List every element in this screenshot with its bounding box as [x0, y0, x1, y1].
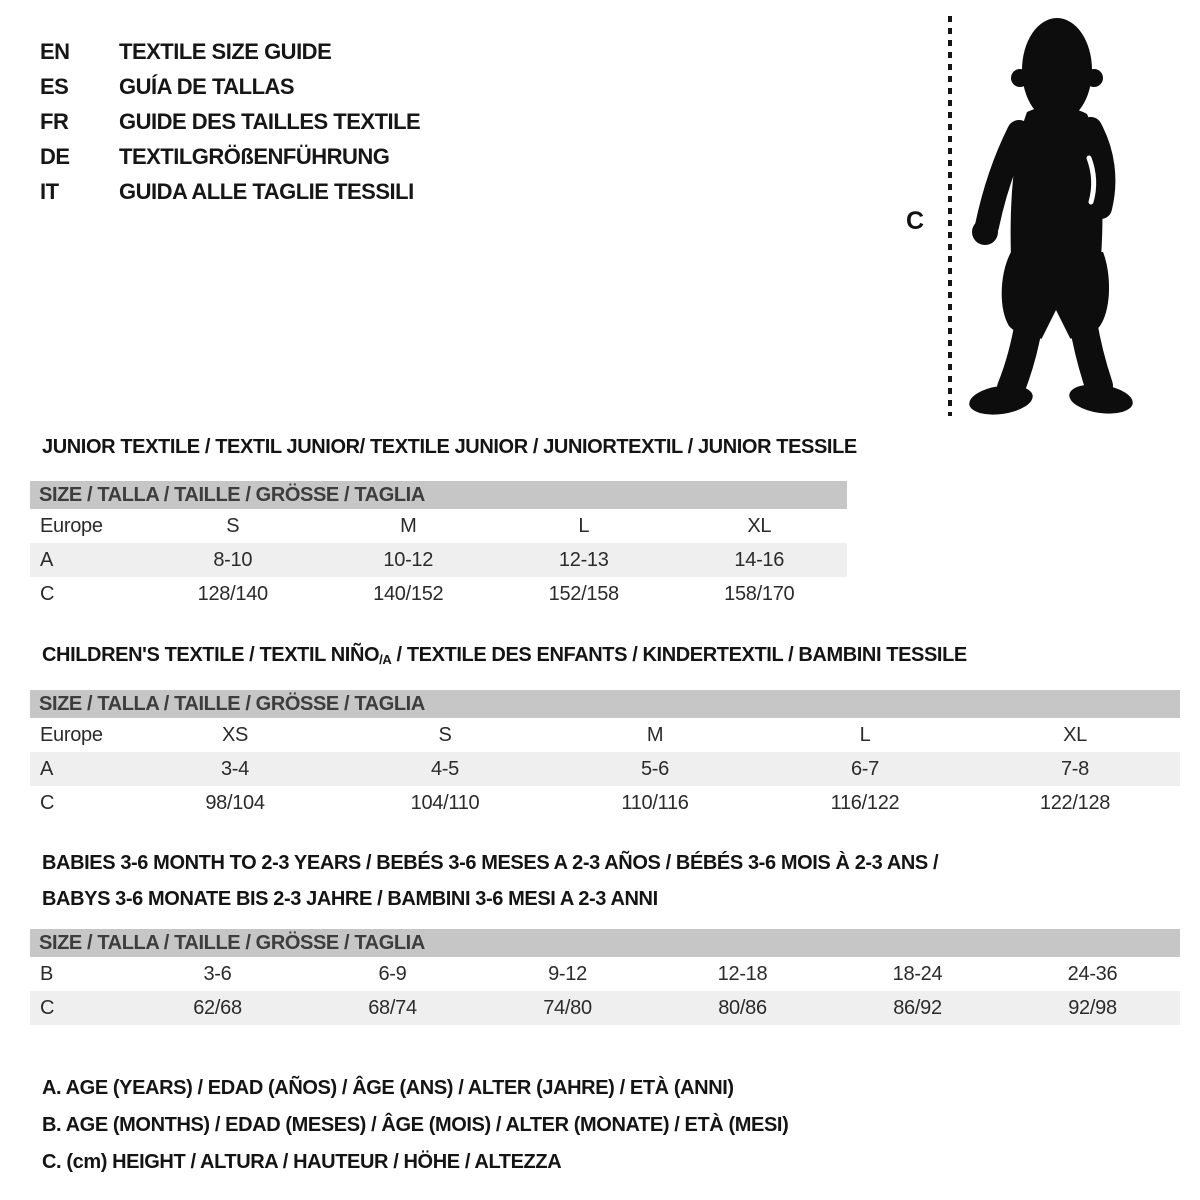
table-row-age — [30, 752, 1180, 786]
babies-title-line2: BABYS 3-6 MONATE BIS 2-3 JAHRE / BAMBINI 3-6 MESI A 2-3 ANNI — [42, 888, 658, 910]
children-section-title — [42, 644, 967, 667]
lang-title: GUIDE DES TAILLES TEXTILE — [119, 108, 421, 134]
lang-title: TEXTILGRÖßENFÜHRUNG — [119, 143, 390, 169]
size-column-header: M — [400, 514, 417, 537]
row-label: A — [40, 757, 54, 780]
table-row-age — [30, 543, 847, 577]
table-cell: 104/110 — [410, 791, 480, 814]
children-title-subscript: /A — [379, 652, 392, 667]
children-title-text: CHILDREN'S TEXTILE / TEXTIL NIÑO — [42, 644, 380, 666]
lang-row-it — [40, 174, 420, 209]
table-cell: 12-13 — [558, 548, 609, 571]
lang-code: ES — [40, 73, 69, 99]
table-cell: 122/128 — [1039, 791, 1111, 814]
table-row-height — [30, 991, 1180, 1025]
lang-title: GUIDA ALLE TAGLIE TESSILI — [119, 178, 414, 204]
table-cell: 3-4 — [220, 757, 249, 780]
table-cell: 140/152 — [373, 582, 444, 605]
table-cell: 7-8 — [1060, 757, 1089, 780]
row-label: Europe — [40, 723, 103, 746]
legend-line-c: C. (cm) HEIGHT / ALTURA / HAUTEUR / HÖHE / ALTEZZA — [42, 1151, 562, 1173]
lang-code: DE — [40, 143, 70, 169]
table-cell: 8-10 — [213, 548, 253, 571]
size-column-header: S — [226, 514, 240, 537]
table-cell: 110/116 — [621, 791, 689, 814]
row-label: C — [40, 791, 55, 814]
table-cell: 128/140 — [197, 582, 268, 605]
table-cell: 158/170 — [724, 582, 795, 605]
lang-title: GUÍA DE TALLAS — [119, 73, 295, 99]
table-row-height — [30, 577, 847, 611]
children-title-text: / TEXTILE DES ENFANTS / KINDERTEXTIL / BAMBINI TESSILE — [391, 644, 967, 666]
row-label: A — [40, 548, 54, 571]
size-column-header: S — [438, 723, 452, 746]
row-label: Europe — [40, 514, 103, 537]
table-cell: 9-12 — [548, 962, 587, 985]
table-cell: 74/80 — [543, 996, 592, 1019]
lang-code: FR — [40, 108, 69, 134]
table-cell: 4-5 — [430, 757, 459, 780]
table-cell: 86/92 — [893, 996, 942, 1019]
height-measure-label: C — [906, 207, 924, 235]
size-header-bar: SIZE / TALLA / TAILLE / GRÖSSE / TAGLIA — [30, 929, 1180, 957]
language-title-block — [40, 34, 420, 209]
size-column-header: L — [859, 723, 871, 746]
lang-row-es — [40, 69, 420, 104]
babies-section-title — [42, 845, 938, 917]
table-cell: 14-16 — [734, 548, 785, 571]
size-column-header: M — [646, 723, 664, 746]
babies-size-table — [30, 929, 1180, 1025]
legend-line-a: A. AGE (YEARS) / EDAD (AÑOS) / ÂGE (ANS) / ALTER (JAHRE) / ETÀ (ANNI) — [42, 1077, 734, 1099]
legend-line-b: B. AGE (MONTHS) / EDAD (MESES) / ÂGE (MOIS) / ALTER (MONATE) / ETÀ (MESI) — [42, 1114, 789, 1136]
legend-block — [42, 1070, 788, 1181]
table-cell: 152/158 — [548, 582, 619, 605]
table-cell: 18-24 — [892, 962, 943, 985]
lang-row-fr — [40, 104, 420, 139]
lang-title: TEXTILE SIZE GUIDE — [119, 38, 332, 64]
lang-row-en — [40, 34, 420, 69]
size-header-bar: SIZE / TALLA / TAILLE / GRÖSSE / TAGLIA — [30, 690, 1180, 718]
table-cell: 80/86 — [718, 996, 767, 1019]
junior-size-table — [30, 481, 847, 611]
size-column-header: XL — [747, 514, 772, 537]
table-cell: 5-6 — [640, 757, 669, 780]
table-cell: 3-6 — [203, 962, 232, 985]
table-cell: 24-36 — [1067, 962, 1118, 985]
size-header-bar: SIZE / TALLA / TAILLE / GRÖSSE / TAGLIA — [30, 481, 847, 509]
table-row-europe — [30, 509, 847, 543]
table-cell: 10-12 — [383, 548, 434, 571]
lang-code: IT — [40, 178, 59, 204]
table-row-height — [30, 786, 1180, 820]
table-cell: 68/74 — [368, 996, 417, 1019]
babies-title-line1: BABIES 3-6 MONTH TO 2-3 YEARS / BEBÉS 3-6 MESES A 2-3 AÑOS / BÉBÉS 3-6 MOIS À 2-3 ANS / — [42, 852, 939, 874]
table-cell: 92/98 — [1068, 996, 1117, 1019]
lang-code: EN — [40, 38, 70, 64]
row-label: C — [40, 996, 55, 1019]
table-cell: 116/122 — [830, 791, 900, 814]
table-cell: 12-18 — [717, 962, 768, 985]
size-column-header: XS — [221, 723, 249, 746]
table-row-months — [30, 957, 1180, 991]
table-row-europe — [30, 718, 1180, 752]
toddler-silhouette — [963, 16, 1137, 418]
table-cell: 98/104 — [205, 791, 265, 814]
size-column-header: L — [578, 514, 590, 537]
children-size-table — [30, 690, 1180, 820]
lang-row-de — [40, 139, 420, 174]
height-measure-dashed-line — [948, 16, 952, 416]
table-cell: 6-7 — [850, 757, 879, 780]
table-cell: 62/68 — [193, 996, 242, 1019]
row-label: B — [40, 962, 54, 985]
size-column-header: XL — [1063, 723, 1087, 746]
junior-section-title: JUNIOR TEXTILE / TEXTIL JUNIOR/ TEXTILE JUNIOR / JUNIORTEXTIL / JUNIOR TESSILE — [42, 436, 857, 458]
row-label: C — [40, 582, 55, 605]
table-cell: 6-9 — [378, 962, 407, 985]
